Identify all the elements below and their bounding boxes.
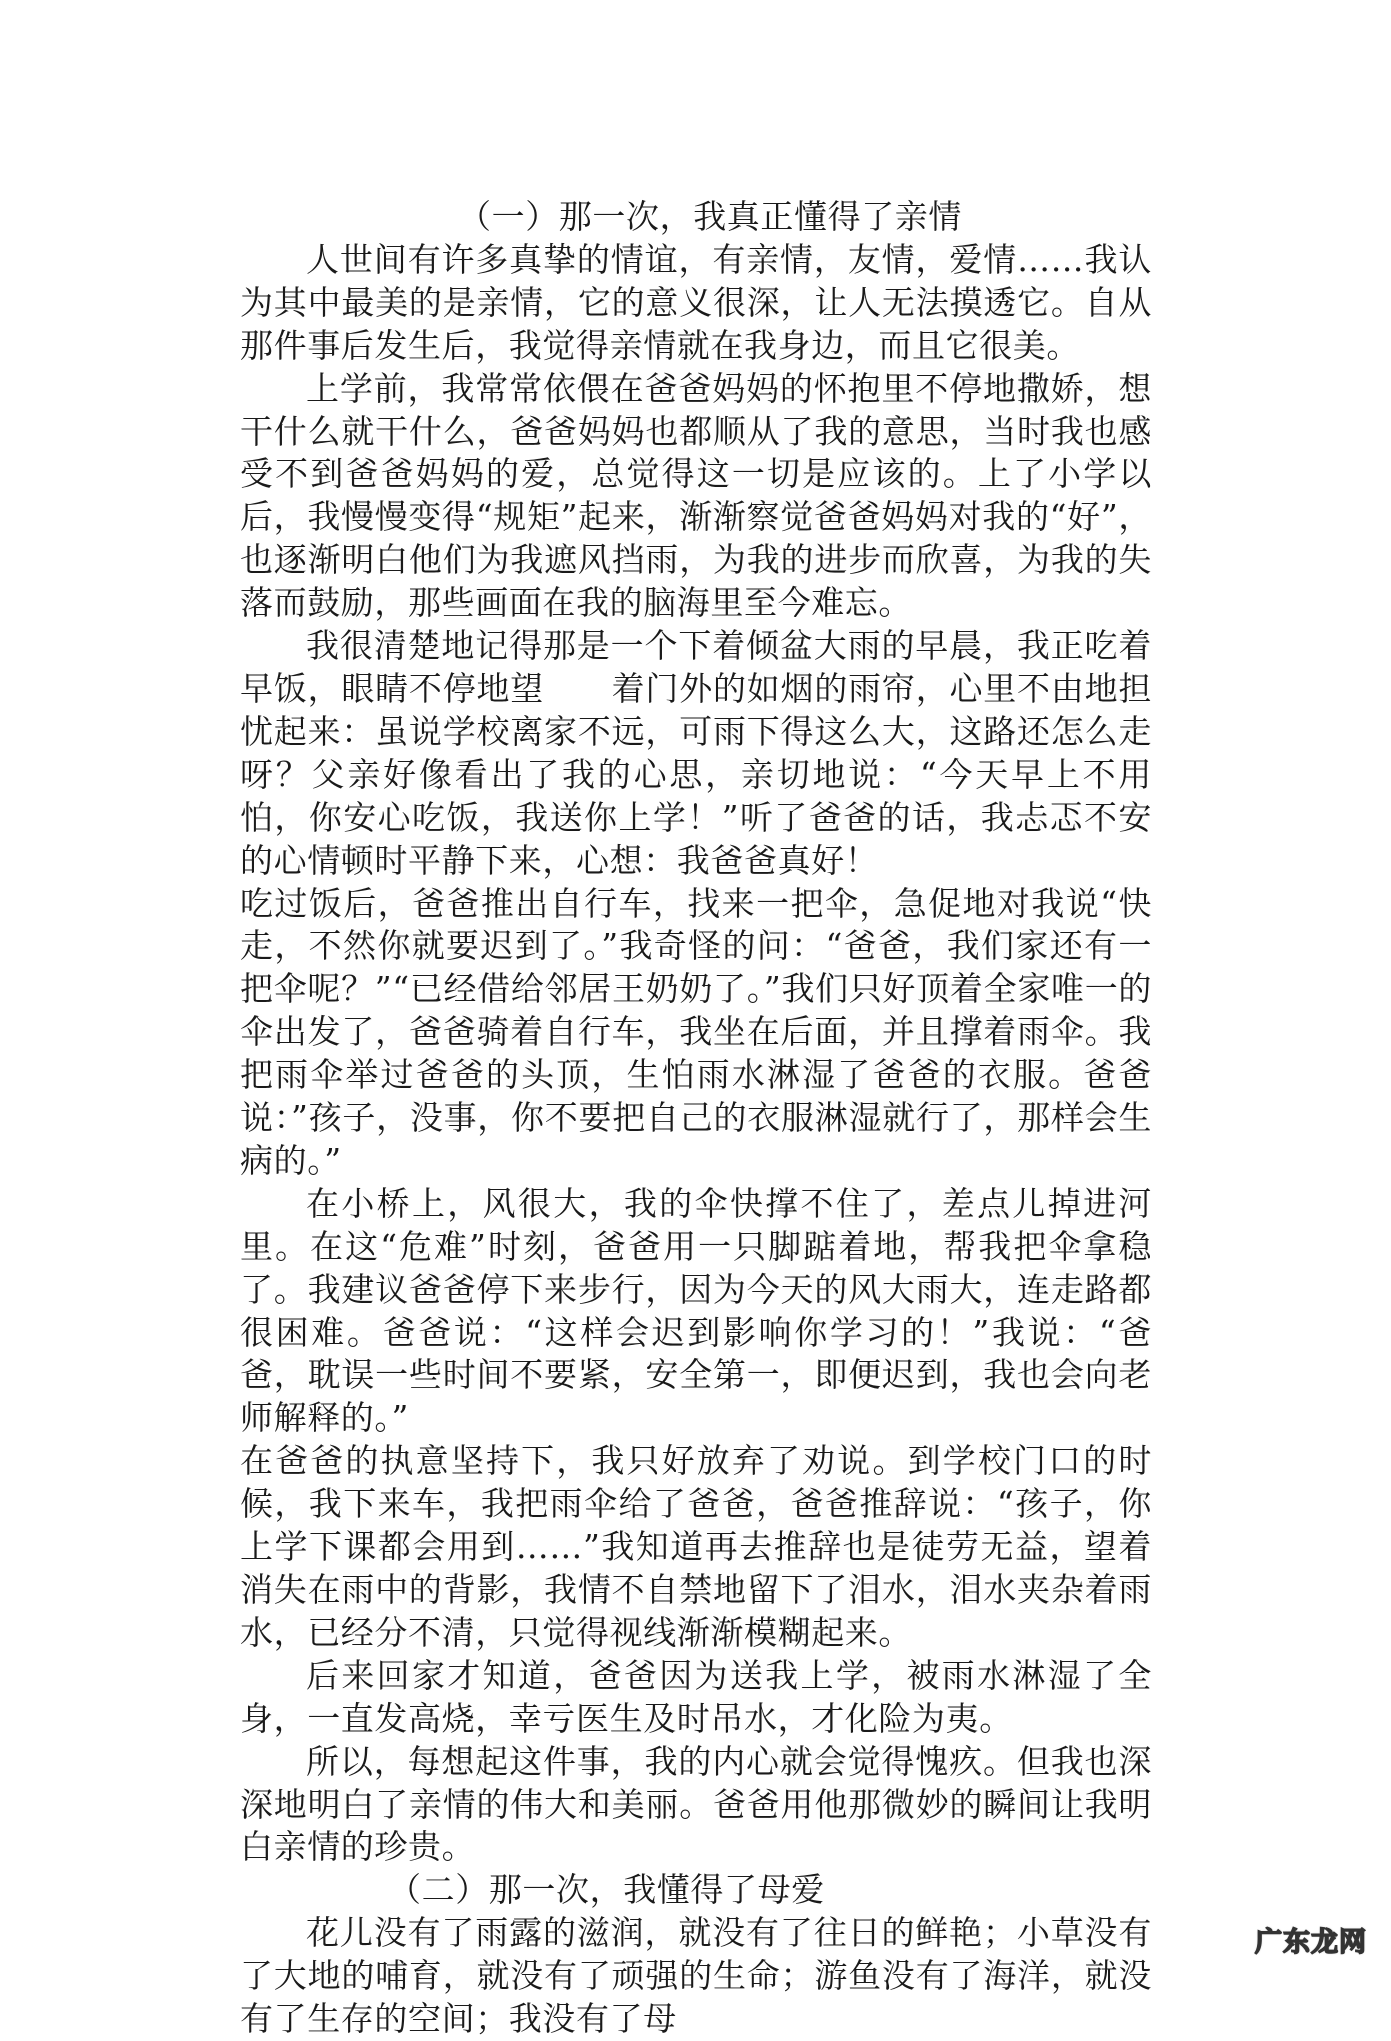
section-2-heading: （二）那一次，我懂得了母爱 bbox=[388, 1870, 825, 1910]
document-page bbox=[240, 196, 1152, 2041]
section-1-paragraph-3: 我很清楚地记得那是一个下着倾盆大雨的早晨，我正吃着早饭，眼睛不停地望 着门外的如烟的雨帘，心里不由地担忧起来：虽说学校离家不远，可雨下得这么大，这路还怎么走呀？父亲好像看出了我的心思，亲切地说：“今天早上不用怕，你安心吃饭，我送你上学！”听了爸爸的话，我忐忑不安的心情顿时平静下来，心想：我爸爸真好！ bbox=[240, 626, 1152, 880]
section-1-paragraph-4: 吃过饭后，爸爸推出自行车，找来一把伞，急促地对我说“快走，不然你就要迟到了。”我奇怪的问：“爸爸，我们家还有一把伞呢？”“已经借给邻居王奶奶了。”我们只好顶着全家唯一的伞出发了，爸爸骑着自行车，我坐在后面，并且撑着雨伞。我把雨伞举过爸爸的头顶，生怕雨水淋湿了爸爸的衣服。爸爸说：”孩子，没事，你不要把自己的衣服淋湿就行了，那样会生病的。” bbox=[240, 883, 1152, 1180]
site-watermark-logo: 广东龙网 bbox=[1255, 1927, 1367, 1958]
section-1-paragraph-5: 在小桥上，风很大，我的伞快撑不住了，差点儿掉进河里。在这“危难”时刻，爸爸用一只脚踮着地，帮我把伞拿稳了。我建议爸爸停下来步行，因为今天的风大雨大，连走路都很困难。爸爸说：“这样会迟到影响你学习的！”我说：“爸爸，耽误一些时间不要紧，安全第一，即便迟到，我也会向老师解释的。” bbox=[240, 1183, 1152, 1438]
section-1-paragraph-1: 人世间有许多真挚的情谊，有亲情，友情，爱情……我认为其中最美的是亲情，它的意义很深，让人无法摸透它。自从那件事后发生后，我觉得亲情就在我身边，而且它很美。 bbox=[240, 239, 1152, 365]
section-1-paragraph-8: 所以，每想起这件事，我的内心就会觉得愧疚。但我也深深地明白了亲情的伟大和美丽。爸爸用他那微妙的瞬间让我明白亲情的珍贵。 bbox=[240, 1741, 1152, 1867]
section-1-paragraph-7: 后来回家才知道，爸爸因为送我上学，被雨水淋湿了全身，一直发高烧，幸亏医生及时吊水，才化险为夷。 bbox=[240, 1655, 1152, 1738]
section-2-paragraph-1: 花儿没有了雨露的滋润，就没有了往日的鲜艳；小草没有了大地的哺育，就没有了顽强的生命；游鱼没有了海洋，就没有了生存的空间；我没有了母 bbox=[240, 1913, 1152, 2039]
section-1-paragraph-6: 在爸爸的执意坚持下，我只好放弃了劝说。到学校门口的时候，我下来车，我把雨伞给了爸爸，爸爸推辞说：“孩子，你上学下课都会用到……”我知道再去推辞也是徒劳无益，望着消失在雨中的背影，我情不自禁地留下了泪水，泪水夹杂着雨水，已经分不清，只觉得视线渐渐模糊起来。 bbox=[240, 1441, 1152, 1652]
section-1-paragraph-2: 上学前，我常常依偎在爸爸妈妈的怀抱里不停地撒娇，想干什么就干什么，爸爸妈妈也都顺从了我的意思，当时我也感受不到爸爸妈妈的爱，总觉得这一切是应该的。上了小学以后，我慢慢变得“规矩”起来，渐渐察觉爸爸妈妈对我的“好”，也逐渐明白他们为我遮风挡雨，为我的进步而欣喜，为我的失落而鼓励，那些画面在我的脑海里至今难忘。 bbox=[240, 368, 1152, 623]
section-1-heading: （一）那一次，我真正懂得了亲情 bbox=[458, 197, 962, 236]
